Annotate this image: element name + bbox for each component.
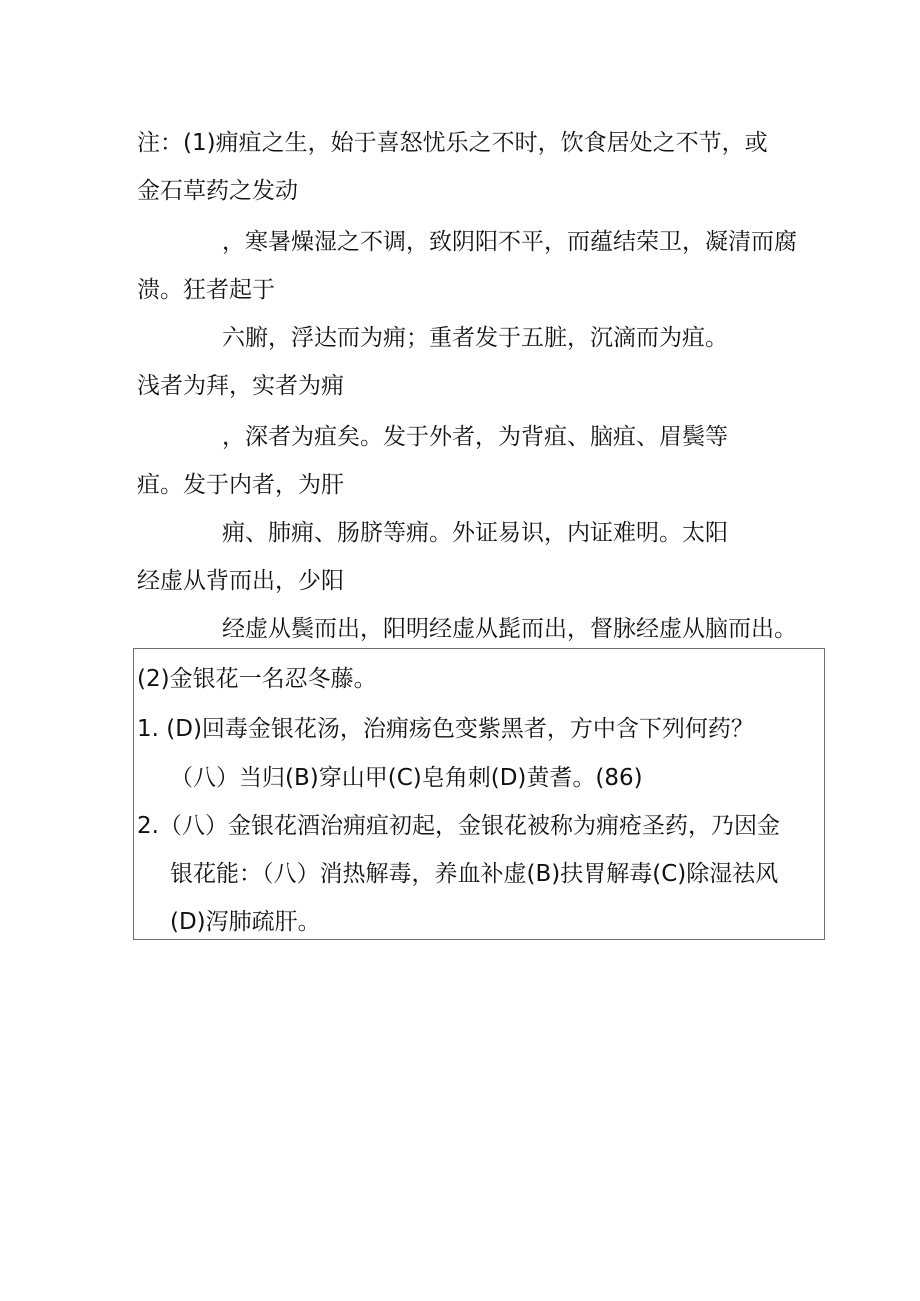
box-line-3: （八）当归(B)穿山甲(C)皂角刺(D)黄耆。(86) [170, 765, 643, 791]
box-line-5: 银花能：（八）消热解毒，养血补虚(B)扶胃解毒(C)除湿祛风 [170, 861, 779, 887]
note-line-2: 金石草药之发动 [137, 178, 298, 204]
note-line-11: 经虚从鬓而出，阳明经虚从髭而出，督脉经虚从脑而出。 [222, 616, 797, 642]
note-line-3: ，寒暑燥湿之不调，致阴阳不平，而蕴结荣卫，凝清而腐 [222, 229, 797, 255]
note-line-9: 痈、肺痈、肠脐等痈。外证易识，内证难明。太阳 [222, 520, 728, 546]
note-line-4: 溃。狂者起于 [137, 277, 275, 303]
box-line-1: (2)金银花一名忍冬藤。 [137, 666, 377, 692]
note-line-7: ，深者为疽矣。发于外者，为背疽、脑疽、眉鬓等 [222, 424, 728, 450]
note-line-10: 经虚从背而出，少阳 [137, 568, 344, 594]
note-line-5: 六腑，浮达而为痈；重者发于五脏，沉滴而为疽。 [222, 325, 728, 351]
box-line-2: 1. (D)回毒金银花汤，治痈疡色变紫黑者，方中含下列何药？ [137, 716, 754, 742]
note-line-1: 注：(1)痈疽之生，始于喜怒忧乐之不时，饮食居处之不节，或 [137, 130, 768, 156]
note-line-8: 疽。发于内者，为肝 [137, 472, 344, 498]
box-line-6: (D)泻肺疏肝。 [170, 909, 321, 935]
note-line-6: 浅者为拜，实者为痈 [137, 373, 344, 399]
box-line-4: 2.（八）金银花酒治痈疽初起，金银花被称为痈疮圣药，乃因金 [137, 813, 780, 839]
